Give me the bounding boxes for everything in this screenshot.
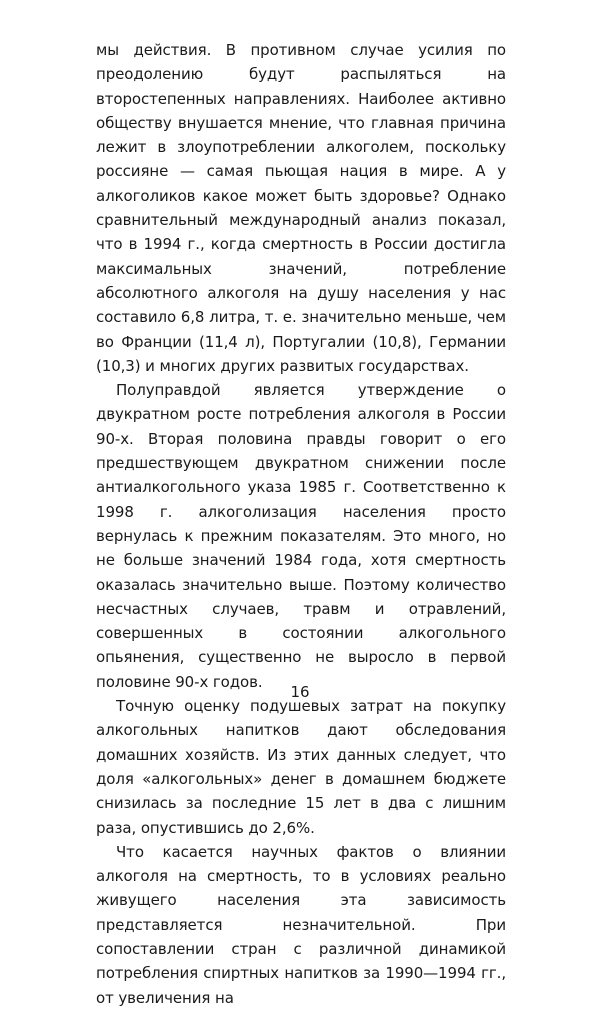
paragraph-4: Что касается научных фактов о влиянии алкоголя на смертность, то в условиях реально живущего населения эта зависимость представляется незначительной. При сопоставлении стран с различной динамикой потребления спиртных напитков за 1990—1994 гг., от увеличения на bbox=[96, 842, 506, 1007]
paragraph-1: мы действия. В противном случае усилия по преодолению будут распыляться на второстепенных направлениях. Наиболее активно обществу внушается мнение, что главная причина лежит в злоупотреблении алкоголем, поскольку россияне — самая пьющая нация в мире. А у алкоголиков какое может быть здоровье? Однако сравнительный международный анализ показал, что в 1994 г., когда смертность в России достигла максимальных значений, потребление абсолютного алкоголя на душу населения у нас составило 6,8 литра, т. е. значительно меньше, чем во Франции (11,4 л), Португалии (10,8), Германии (10,3) и многих других развитых государствах. bbox=[96, 41, 506, 375]
paragraph-3: Точную оценку подушевых затрат на покупку алкогольных напитков дают обследования домашних хозяйств. Из этих данных следует, что доля «алкогольных» денег в домашнем бюджете снизилась за последние 15 лет в два с лишним раза, опустившись до 2,6%. bbox=[96, 697, 506, 837]
body-text bbox=[96, 38, 506, 1010]
paragraph-2: Полуправдой является утверждение о двукратном росте потребления алкоголя в России 90-х. Вторая половина правды говорит о его предшествующем двукратном снижении после антиалкогольного указа 1985 г. Соответственно к 1998 г. алкоголизация населения просто вернулась к прежним показателям. Это много, но не больше значений 1984 года, хотя смертность оказалась значительно выше. Поэтому количество несчастных случаев, травм и отравлений, совершенных в состоянии алкогольного опьянения, существенно не выросло в первой половине 90-х годов. bbox=[96, 381, 506, 691]
page-number: 16 bbox=[290, 683, 310, 701]
